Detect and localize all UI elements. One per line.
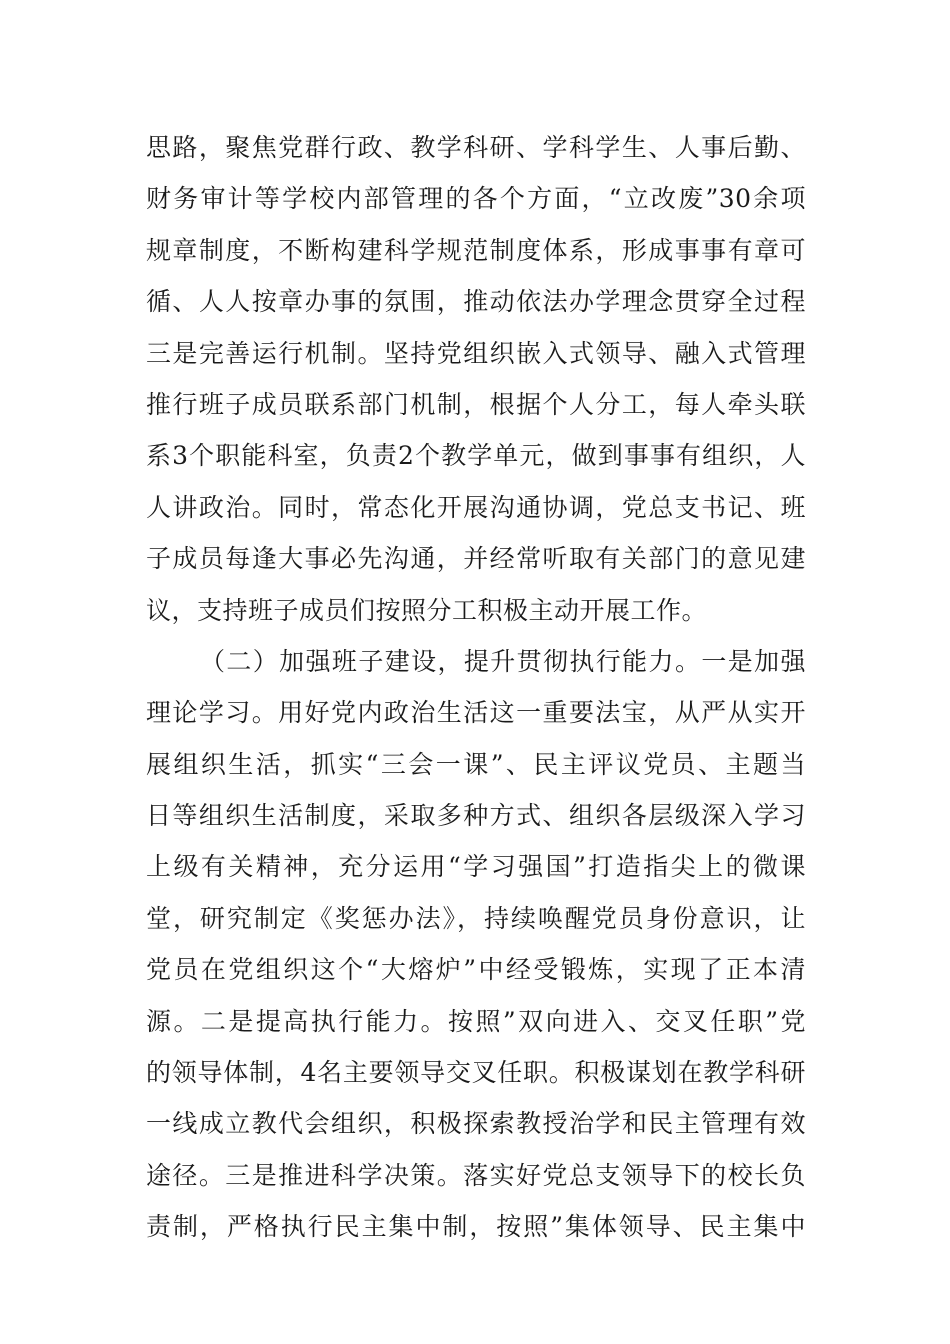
text-line: 人讲政治。同时，常态化开展沟通协调，党总支书记、班 <box>146 492 806 522</box>
text-line: 一线成立教代会组织，积极探索教授治学和民主管理有效 <box>146 1109 806 1139</box>
text-line: 循、人人按章办事的氛围，推动依法办学理念贯穿全过程 <box>146 287 806 317</box>
text-line: 源。二是提高执行能力。按照”双向进入、交叉任职”党 <box>146 1006 806 1036</box>
body-text <box>146 122 806 1253</box>
text-line: 理论学习。用好党内政治生活这一重要法宝，从严从实开 <box>146 698 806 728</box>
paragraph-start-line: （二）加强班子建设，提升贯彻执行能力。一是加强 <box>200 646 806 676</box>
text-line: 日等组织生活制度，采取多种方式、组织各层级深入学习 <box>146 801 806 831</box>
text-line: 堂，研究制定《奖惩办法》，持续唤醒党员身份意识，让 <box>146 903 806 933</box>
paragraph-end-line: 议，支持班子成员们按照分工积极主动开展工作。 <box>146 595 708 625</box>
text-line: 推行班子成员联系部门机制，根据个人分工，每人牵头联 <box>146 389 806 419</box>
text-line: 规章制度，不断构建科学规范制度体系，形成事事有章可 <box>146 235 806 265</box>
text-line: 展组织生活，抓实“三会一课”、民主评议党员、主题当 <box>146 749 806 779</box>
text-line: 三是完善运行机制。坚持党组织嵌入式领导、融入式管理 <box>146 338 806 368</box>
text-line: 党员在党组织这个“大熔炉”中经受锻炼，实现了正本清 <box>146 955 806 985</box>
text-line: 思路，聚焦党群行政、教学科研、学科学生、人事后勤、 <box>146 133 806 162</box>
text-line: 上级有关精神，充分运用“学习强国”打造指尖上的微课 <box>146 852 806 882</box>
text-line: 系3个职能科室，负责2个教学单元，做到事事有组织，人 <box>146 441 806 471</box>
text-line: 子成员每逢大事必先沟通，并经常听取有关部门的意见建 <box>146 544 806 574</box>
text-line: 财务审计等学校内部管理的各个方面，“立改废”30余项 <box>146 184 806 214</box>
text-line: 责制，严格执行民主集中制，按照”集体领导、民主集中 <box>146 1212 806 1242</box>
text-line: 的领导体制，4名主要领导交叉任职。积极谋划在教学科研 <box>146 1058 806 1088</box>
text-line: 途径。三是推进科学决策。落实好党总支领导下的校长负 <box>146 1160 806 1190</box>
